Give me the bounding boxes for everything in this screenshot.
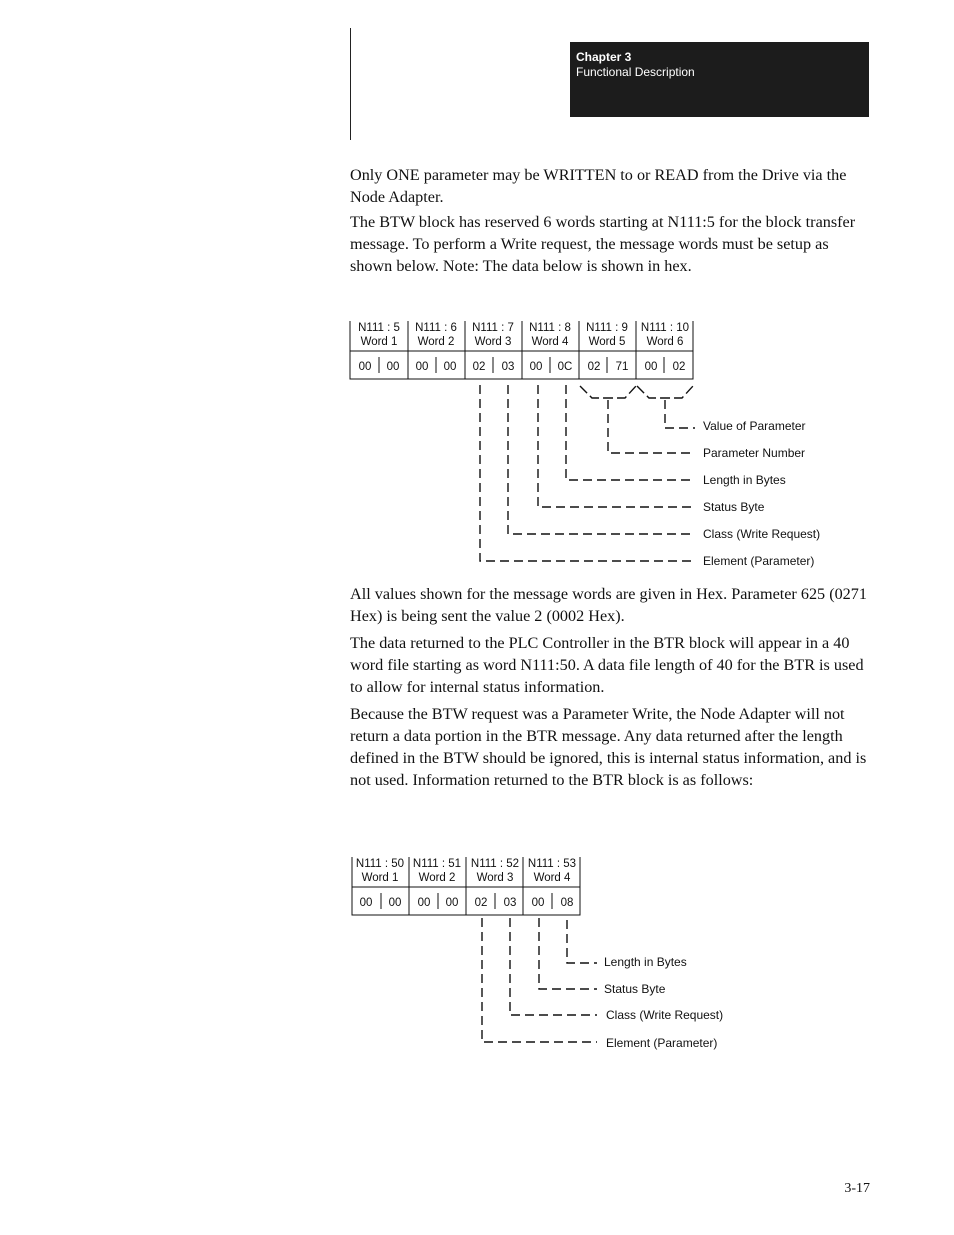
btw-label-length: Length in Bytes — [703, 473, 786, 487]
btw-word-6: Word 6 — [646, 336, 684, 348]
btr-byte: 08 — [560, 897, 574, 909]
btr-word-4: Word 4 — [533, 872, 571, 884]
btw-byte: 00 — [529, 361, 543, 373]
btr-diagram — [0, 840, 954, 1060]
btw-addr-6: N111 : 10 — [640, 322, 690, 334]
btr-label-class: Class (Write Request) — [606, 1008, 724, 1022]
btr-label-length: Length in Bytes — [604, 955, 687, 969]
btr-byte: 00 — [359, 897, 373, 909]
btw-addr-5: N111 : 9 — [586, 322, 628, 334]
btw-label-param-number: Parameter Number — [703, 446, 806, 460]
btw-byte: 0C — [557, 361, 573, 373]
btr-word-3: Word 3 — [476, 872, 514, 884]
btr-label-element: Element (Parameter) — [606, 1036, 718, 1050]
btr-addr-1: N111 : 50 — [355, 858, 405, 870]
paragraph-3: All values shown for the message words are given in Hex. Parameter 625 (0271 Hex) is being sent the value 2 (0002 Hex). — [350, 585, 867, 625]
paragraph-5: Because the BTW request was a Parameter Write, the Node Adapter will not return a data portion in the BTR message. Any data returned after the length defined in the BTW should be ignored, this is internal status information, and is not used. Information returned to the BTR block is as follows: — [350, 705, 867, 789]
btw-addr-2: N111 : 6 — [415, 322, 457, 334]
btw-addr-3: N111 : 7 — [472, 322, 514, 334]
btw-word-1: Word 1 — [360, 336, 398, 348]
chapter-title: Chapter 3 — [576, 50, 632, 64]
btw-word-2: Word 2 — [417, 336, 455, 348]
btr-byte: 00 — [388, 897, 402, 909]
btr-addr-3: N111 : 52 — [470, 858, 520, 870]
btw-word-4: Word 4 — [531, 336, 569, 348]
btw-byte: 00 — [415, 361, 429, 373]
btr-byte: 02 — [474, 897, 488, 909]
btw-byte: 71 — [615, 361, 629, 373]
btr-label-status: Status Byte — [604, 982, 666, 996]
btw-label-value: Value of Parameter — [703, 419, 806, 433]
btw-byte: 03 — [501, 361, 515, 373]
btw-byte: 02 — [587, 361, 601, 373]
btw-byte: 02 — [472, 361, 486, 373]
btw-word-5: Word 5 — [588, 336, 626, 348]
btw-byte: 02 — [672, 361, 686, 373]
paragraph-4: The data returned to the PLC Controller in the BTR block will appear in a 40 word file starting as word N111:50. A data file length of 40 for the BTR is used to allow for internal status information. — [350, 634, 864, 696]
btw-word-3: Word 3 — [474, 336, 512, 348]
btw-diagram — [0, 0, 954, 600]
btr-addr-2: N111 : 51 — [412, 858, 462, 870]
btr-byte: 00 — [445, 897, 459, 909]
btw-addr-4: N111 : 8 — [529, 322, 571, 334]
btr-byte: 03 — [503, 897, 517, 909]
btr-byte: 00 — [417, 897, 431, 909]
btw-byte: 00 — [358, 361, 372, 373]
paragraph-1: Only ONE parameter may be WRITTEN to or READ from the Drive via the Node Adapter. — [350, 166, 847, 206]
btw-byte: 00 — [386, 361, 400, 373]
btw-label-element: Element (Parameter) — [703, 554, 815, 568]
btr-byte: 00 — [531, 897, 545, 909]
btw-label-status: Status Byte — [703, 500, 765, 514]
btw-byte: 00 — [443, 361, 457, 373]
btw-addr-1: N111 : 5 — [358, 322, 400, 334]
btr-addr-4: N111 : 53 — [527, 858, 577, 870]
chapter-section: Functional Description — [576, 65, 695, 79]
btw-byte: 00 — [644, 361, 658, 373]
btr-word-1: Word 1 — [361, 872, 399, 884]
paragraph-2: The BTW block has reserved 6 words starting at N111:5 for the block transfer message. To perform a Write request, the message words must be setup as shown below. Note: The data below is shown in hex. — [350, 213, 856, 275]
page-number: 3-17 — [844, 1181, 870, 1196]
btr-word-2: Word 2 — [418, 872, 456, 884]
btw-label-class: Class (Write Request) — [703, 527, 821, 541]
